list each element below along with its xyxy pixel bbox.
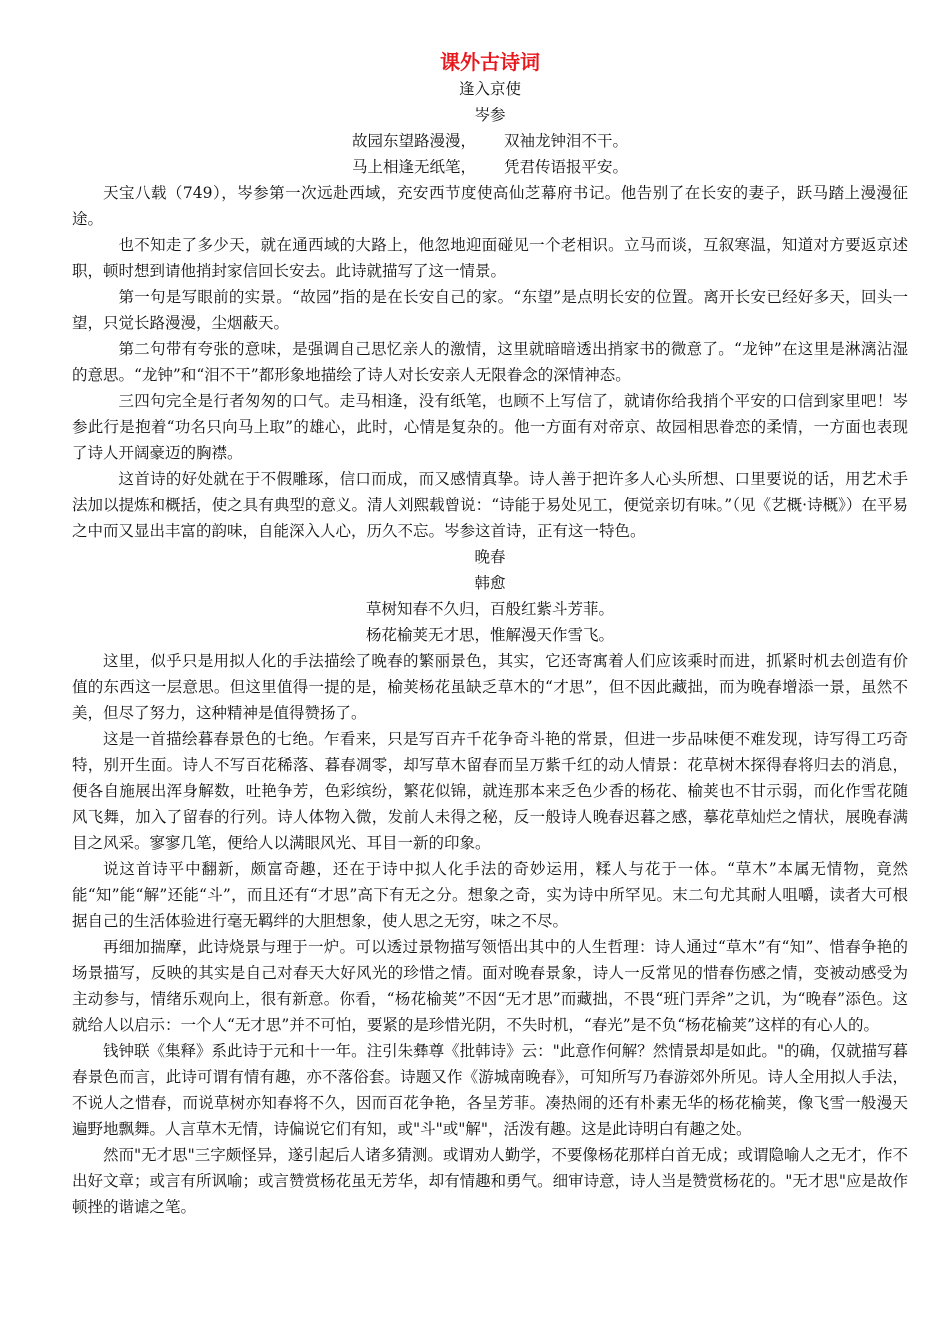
poem2-commentary-paragraph: 钱钟联《集释》系此诗于元和十一年。注引朱彝尊《批韩诗》云："此意作何解？然情景却是如此。"的确，仅就描写暮春景色而言，此诗可谓有情有趣，亦不落俗套。诗题又作《游城南晚春》，可知所写乃春游郊外所见。诗人全用拟人手法，不说人之惜春，而说草树亦知春将不久，因而百花争艳，各呈芳菲。凑热闹的还有朴素无华的杨花榆荚，像飞雪一般漫天遍野地飘舞。人言草木无情，诗偏说它们有知，或"斗"或"解"，活泼有趣。这是此诗明白有趣之处。 <box>72 1042 908 1138</box>
poem2-commentary-paragraph: 然而"无才思"三字颇怪异，遂引起后人诸多猜测。或谓劝人勤学，不要像杨花那样白首无成；或谓隐喻人之无才，作不出好文章；或言有所讽喻；或言赞赏杨花虽无芳华，却有情趣和勇气。细审诗意，诗人当是赞赏杨花的。"无才思"应是故作顿挫的谐谑之笔。 <box>72 1146 908 1216</box>
poem1-line: 凭君传语报平安。 <box>504 158 629 176</box>
poem1-couplet <box>72 154 908 180</box>
poem1-commentary-paragraph: 也不知走了多少天，就在通西域的大路上，他忽地迎面碰见一个老相识。立马而谈，互叙寒温，知道对方要返京述职，顿时想到请他捎封家信回长安去。此诗就描写了这一情景。 <box>72 236 908 280</box>
poem1-couplet <box>72 128 908 154</box>
poem2-commentary-paragraph: 再细加揣摩，此诗烧景与理于一炉。可以透过景物描写领悟出其中的人生哲理：诗人通过“草木”有“知”、惜春争艳的场景描写，反映的其实是自己对春天大好风光的珍惜之情。面对晚春景象，诗人一反常见的惜春伤感之情，变被动感受为主动参与，情绪乐观向上，很有新意。你看，“杨花榆荚”不因“无才思”而藏拙，不畏“班门弄斧”之讥，为“晚春”添色。这就给人以启示：一个人“无才思”并不可怕，要紧的是珍惜光阴，不失时机，“春光”是不负“杨花榆荚”这样的有心人的。 <box>72 938 908 1034</box>
poem1-commentary-paragraph: 三四句完全是行者匆匆的口气。走马相逢，没有纸笔，也顾不上写信了，就请你给我捎个平安的口信到家里吧！岑参此行是抱着“功名只向马上取”的雄心，此时，心情是复杂的。他一方面有对帝京、故园相思眷恋的柔情，一方面也表现了诗人开阔豪迈的胸襟。 <box>72 392 908 462</box>
poem2-commentary-paragraph: 这里，似乎只是用拟人化的手法描绘了晚春的繁丽景色，其实，它还寄寓着人们应该乘时而进，抓紧时机去创造有价值的东西这一层意思。但这里值得一提的是，榆荚杨花虽缺乏草木的“才思”，但不因此藏拙，而为晚春增添一景，虽然不美，但尽了努力，这种精神是值得赞扬了。 <box>72 652 908 722</box>
poem1-line: 故园东望路漫漫， <box>351 132 476 150</box>
poem2-line: 杨花榆荚无才思，惟解漫天作雪飞。 <box>365 626 614 644</box>
poem1-commentary-paragraph: 第二句带有夸张的意味，是强调自己思忆亲人的激情，这里就暗暗透出捎家书的微意了。“龙钟”在这里是淋漓沾湿的意思。“龙钟”和“泪不干”都形象地描绘了诗人对长安亲人无限眷念的深情神态。 <box>72 340 908 384</box>
poem2-commentary-paragraph: 这是一首描绘暮春景色的七绝。乍看来，只是写百卉千花争奇斗艳的常景，但进一步品味便不难发现，诗写得工巧奇特，别开生面。诗人不写百花稀落、暮春凋零，却写草木留春而呈万紫千红的动人情景：花草树木探得春将归去的消息，便各自施展出浑身解数，吐艳争芳，色彩缤纷，繁花似锦，就连那本来乏色少香的杨花、榆荚也不甘示弱，而化作雪花随风飞舞，加入了留春的行列。诗人体物入微，发前人未得之秘，反一般诗人晚春迟暮之感，摹花草灿烂之情状，展晚春满目之风采。寥寥几笔，便给人以满眼风光、耳目一新的印象。 <box>72 730 908 852</box>
poem1-commentary-paragraph: 这首诗的好处就在于不假雕琢，信口而成，而又感情真挚。诗人善于把许多人心头所想、口里要说的话，用艺术手法加以提炼和概括，使之具有典型的意义。清人刘熙载曾说：“诗能于易处见工，便觉亲切有味。”（见《艺概·诗概》）在平易之中而又显出丰富的韵味，自能深入人心，历久不忘。岑参这首诗，正有这一特色。 <box>72 470 908 540</box>
poem2-commentary-paragraph: 说这首诗平中翻新，颇富奇趣，还在于诗中拟人化手法的奇妙运用，糅人与花于一体。“草木”本属无情物，竟然能“知”能“解”还能“斗”，而且还有“才思”高下有无之分。想象之奇，实为诗中所罕见。末二句尤其耐人咀嚼，读者大可根据自己的生活体验进行毫无羁绊的大胆想象，使人思之无穷，味之不尽。 <box>72 860 908 930</box>
poem1-commentary-paragraph: 第一句是写眼前的实景。“故园”指的是在长安自己的家。“东望”是点明长安的位置。离开长安已经好多天，回头一望，只觉长路漫漫，尘烟蔽天。 <box>72 288 908 332</box>
poem2-title: 晚春 <box>474 548 506 566</box>
poem2-line: 草树知春不久归，百般红紫斗芳菲。 <box>365 600 614 618</box>
poem1-commentary-paragraph: 天宝八载（749），岑参第一次远赴西域，充安西节度使高仙芝幕府书记。他告别了在长安的妻子，跃马踏上漫漫征途。 <box>72 184 908 228</box>
document-page <box>72 48 908 1220</box>
poem1-author: 岑参 <box>474 106 506 124</box>
page-title: 课外古诗词 <box>440 50 540 74</box>
poem1-line: 双袖龙钟泪不干。 <box>504 132 629 150</box>
poem1-title: 逢入京使 <box>458 80 521 98</box>
poem1-line: 马上相逢无纸笔， <box>351 158 476 176</box>
poem2-author: 韩愈 <box>474 574 506 592</box>
